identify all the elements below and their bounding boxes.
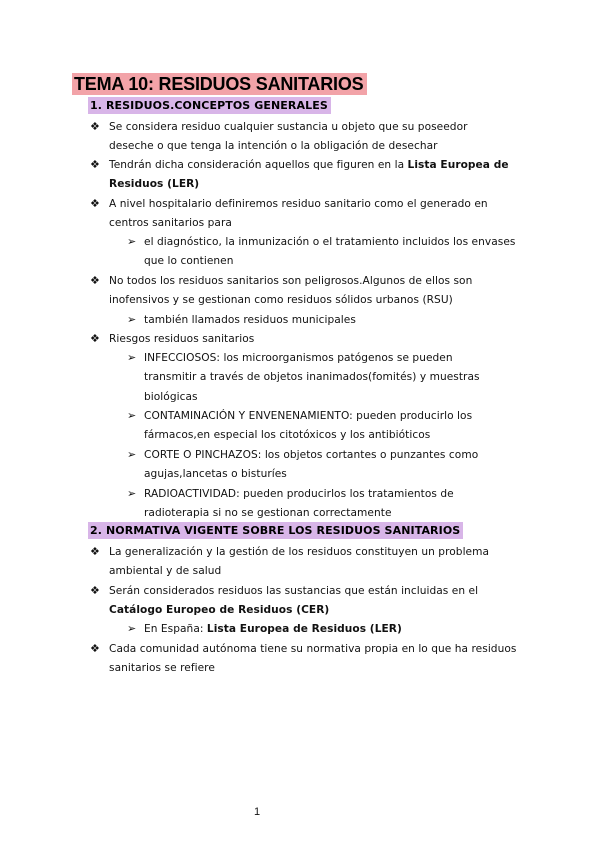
page-number: 1 <box>253 806 261 818</box>
text-line: La generalización y la gestión de los residuos constituyen un problema <box>109 546 490 558</box>
text-span: Tendrán dicha consideración aquellos que figuren en la <box>109 159 405 171</box>
text-line: también llamados residuos municipales <box>144 314 356 326</box>
text-line: INFECCIOSOS: los microorganismos patógenos se pueden <box>144 352 453 364</box>
text-line: RADIOACTIVIDAD: pueden producirlos los tratamientos de <box>144 488 454 500</box>
text-line: sanitarios se refiere <box>109 662 215 674</box>
text-line: que lo contienen <box>144 255 234 267</box>
arrow-icon: ➢ <box>127 622 137 635</box>
text-line: ambiental y de salud <box>109 565 222 577</box>
bullet-icon: ❖ <box>90 642 100 655</box>
text-line <box>109 158 509 172</box>
text-line: Riesgos residuos sanitarios <box>109 333 255 345</box>
bullet-icon: ❖ <box>90 197 100 210</box>
bullet-icon: ❖ <box>90 274 100 287</box>
text-line <box>144 622 402 636</box>
arrow-icon: ➢ <box>127 409 137 422</box>
text-line: Se considera residuo cualquier sustancia u objeto que su poseedor <box>109 121 468 133</box>
arrow-icon: ➢ <box>127 313 137 326</box>
bold-term: Residuos (LER) <box>109 178 200 190</box>
bullet-icon: ❖ <box>90 120 100 133</box>
text-span: En España: <box>144 623 204 635</box>
bold-term: Lista Europea de Residuos (LER) <box>206 623 402 635</box>
arrow-icon: ➢ <box>127 235 137 248</box>
section-heading-1: 1. RESIDUOS.CONCEPTOS GENERALES <box>88 97 331 114</box>
text-line: deseche o que tenga la intención o la obligación de desechar <box>109 140 438 152</box>
arrow-icon: ➢ <box>127 487 137 500</box>
bullet-icon: ❖ <box>90 332 100 345</box>
page-title: TEMA 10: RESIDUOS SANITARIOS <box>72 73 367 95</box>
text-line: Serán considerados residuos las sustancias que están incluidas en el <box>109 585 479 597</box>
text-line: inofensivos y se gestionan como residuos sólidos urbanos (RSU) <box>109 294 453 306</box>
text-line: agujas,lancetas o bisturíes <box>144 468 287 480</box>
bold-term: Catálogo Europeo de Residuos (CER) <box>109 604 330 616</box>
bullet-icon: ❖ <box>90 158 100 171</box>
text-line: Cada comunidad autónoma tiene su normativa propia en lo que ha residuos <box>109 643 517 655</box>
section-heading-2: 2. NORMATIVA VIGENTE SOBRE LOS RESIDUOS SANITARIOS <box>88 522 463 539</box>
arrow-icon: ➢ <box>127 351 137 364</box>
text-line: CONTAMINACIÓN Y ENVENENAMIENTO: pueden producirlo los <box>144 410 473 422</box>
text-line: CORTE O PINCHAZOS: los objetos cortantes o punzantes como <box>144 449 479 461</box>
text-line: el diagnóstico, la inmunización o el tratamiento incluidos los envases <box>144 236 516 248</box>
text-line: fármacos,en especial los citotóxicos y los antibióticos <box>144 429 431 441</box>
text-line: centros sanitarios para <box>109 217 232 229</box>
text-line: transmitir a través de objetos inanimados(fomités) y muestras <box>144 371 480 383</box>
bold-term: Lista Europea de <box>407 159 509 171</box>
text-line: radioterapia si no se gestionan correctamente <box>144 507 392 519</box>
text-line: biológicas <box>144 391 198 403</box>
text-line: A nivel hospitalario definiremos residuo sanitario como el generado en <box>109 198 488 210</box>
text-line: No todos los residuos sanitarios son peligrosos.Algunos de ellos son <box>109 275 473 287</box>
bullet-icon: ❖ <box>90 584 100 597</box>
bullet-icon: ❖ <box>90 545 100 558</box>
arrow-icon: ➢ <box>127 448 137 461</box>
